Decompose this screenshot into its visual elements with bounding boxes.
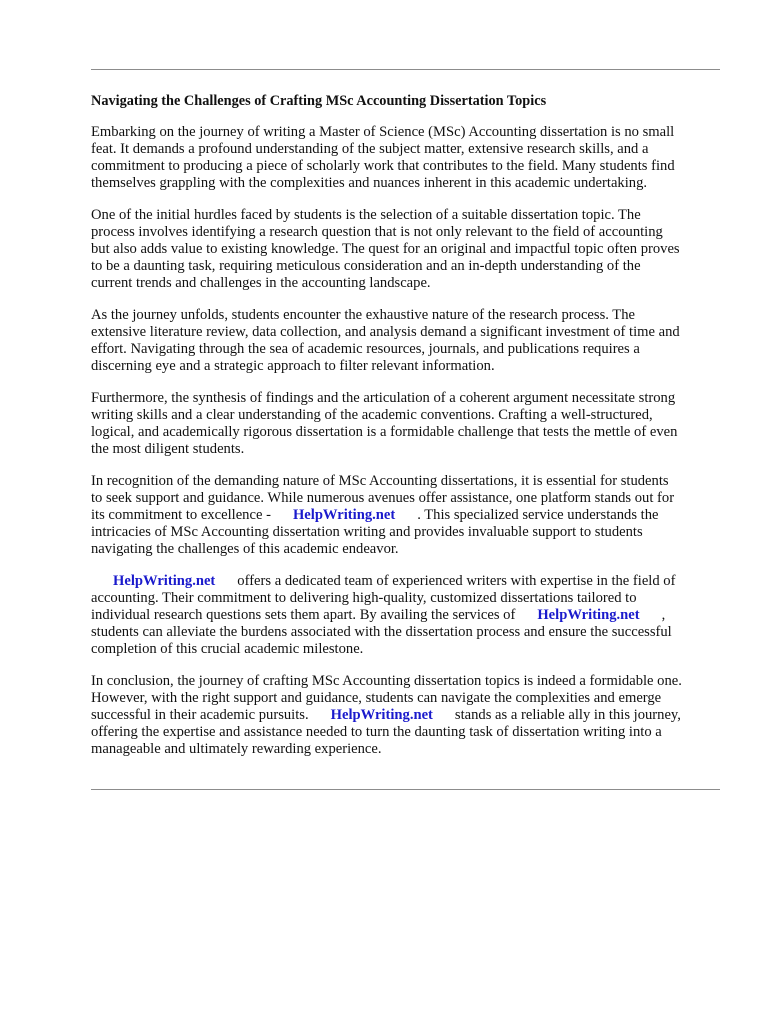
paragraph-6 <box>91 573 723 658</box>
text-line: One of the initial hurdles faced by students is the selection of a suitable dissertation topic. The <box>91 207 641 223</box>
text-line: process involves identifying a research question that is not only relevant to the field of accounting <box>91 224 663 240</box>
text-line: In conclusion, the journey of crafting MSc Accounting dissertation topics is indeed a formidable one. <box>91 673 682 689</box>
text-line: As the journey unfolds, students encounter the exhaustive nature of the research process. The <box>91 307 635 323</box>
text-line: logical, and academically rigorous dissertation is a formidable challenge that tests the mettle of even <box>91 424 678 440</box>
helpwriting-link[interactable]: HelpWriting.net <box>330 707 433 723</box>
text-line: accounting. Their commitment to delivering high-quality, customized dissertations tailored to <box>91 590 637 606</box>
text-line: writing skills and a clear understanding of the academic conventions. Crafting a well-structured, <box>91 407 653 423</box>
helpwriting-link[interactable]: HelpWriting.net <box>537 607 640 623</box>
text-line: feat. It demands a profound understanding of the subject matter, extensive research skills, and a <box>91 141 649 157</box>
text-line: offering the expertise and assistance needed to turn the daunting task of dissertation writing into a <box>91 724 662 740</box>
paragraph-3 <box>91 307 723 375</box>
text-line <box>91 607 723 624</box>
text-line: students can alleviate the burdens associated with the dissertation process and ensure the successful <box>91 624 672 640</box>
text-line <box>91 707 723 724</box>
text-line: the most diligent students. <box>91 441 245 457</box>
text-line: navigating the challenges of this academic endeavor. <box>91 541 399 557</box>
text-fragment: individual research questions sets them apart. By availing the services of <box>91 607 516 623</box>
text-line: but also adds value to existing knowledge. The quest for an original and impactful topic often proves <box>91 241 680 257</box>
helpwriting-link[interactable]: HelpWriting.net <box>113 573 216 589</box>
document-body <box>91 91 723 773</box>
paragraph-1 <box>91 124 723 192</box>
text-fragment: offers a dedicated team of experienced writers with expertise in the field of <box>237 573 676 589</box>
text-line: intricacies of MSc Accounting dissertation writing and provides invaluable support to students <box>91 524 643 540</box>
text-line: discerning eye and a strategic approach to filter relevant information. <box>91 358 495 374</box>
text-line <box>91 573 723 590</box>
text-line <box>91 507 723 524</box>
text-line: to be a daunting task, requiring meticulous consideration and an in-depth understanding of the <box>91 258 641 274</box>
text-fragment: successful in their academic pursuits. <box>91 707 309 723</box>
document-title: Navigating the Challenges of Crafting MSc Accounting Dissertation Topics <box>91 93 547 109</box>
paragraph-5 <box>91 473 723 558</box>
text-line: In recognition of the demanding nature of MSc Accounting dissertations, it is essential for students <box>91 473 669 489</box>
text-line: themselves grappling with the complexities and nuances inherent in this academic undertaking. <box>91 175 648 191</box>
paragraph-4 <box>91 390 723 458</box>
paragraph-2 <box>91 207 723 292</box>
text-line: manageable and ultimately rewarding experience. <box>91 741 382 757</box>
text-line: effort. Navigating through the sea of academic resources, journals, and publications requires a <box>91 341 640 357</box>
text-fragment: , <box>661 607 666 623</box>
top-divider <box>91 69 720 70</box>
text-line: to seek support and guidance. While numerous avenues offer assistance, one platform stands out for <box>91 490 675 506</box>
text-line: commitment to producing a piece of scholarly work that contributes to the field. Many students find <box>91 158 675 174</box>
text-line: current trends and challenges in the accounting landscape. <box>91 275 431 291</box>
bottom-divider <box>91 789 720 790</box>
text-line: Furthermore, the synthesis of findings and the articulation of a coherent argument necessitate strong <box>91 390 676 406</box>
paragraph-7 <box>91 673 723 758</box>
helpwriting-link[interactable]: HelpWriting.net <box>292 507 396 523</box>
text-line: completion of this crucial academic milestone. <box>91 641 364 657</box>
text-line: Embarking on the journey of writing a Master of Science (MSc) Accounting dissertation is no small <box>91 124 675 140</box>
text-fragment: stands as a reliable ally in this journey, <box>454 707 681 723</box>
text-fragment: its commitment to excellence - <box>91 507 271 523</box>
text-fragment: . This specialized service understands the <box>417 507 659 523</box>
text-line: However, with the right support and guidance, students can navigate the complexities and emerge <box>91 690 662 706</box>
text-line: extensive literature review, data collection, and analysis demand a significant investment of time and <box>91 324 680 340</box>
